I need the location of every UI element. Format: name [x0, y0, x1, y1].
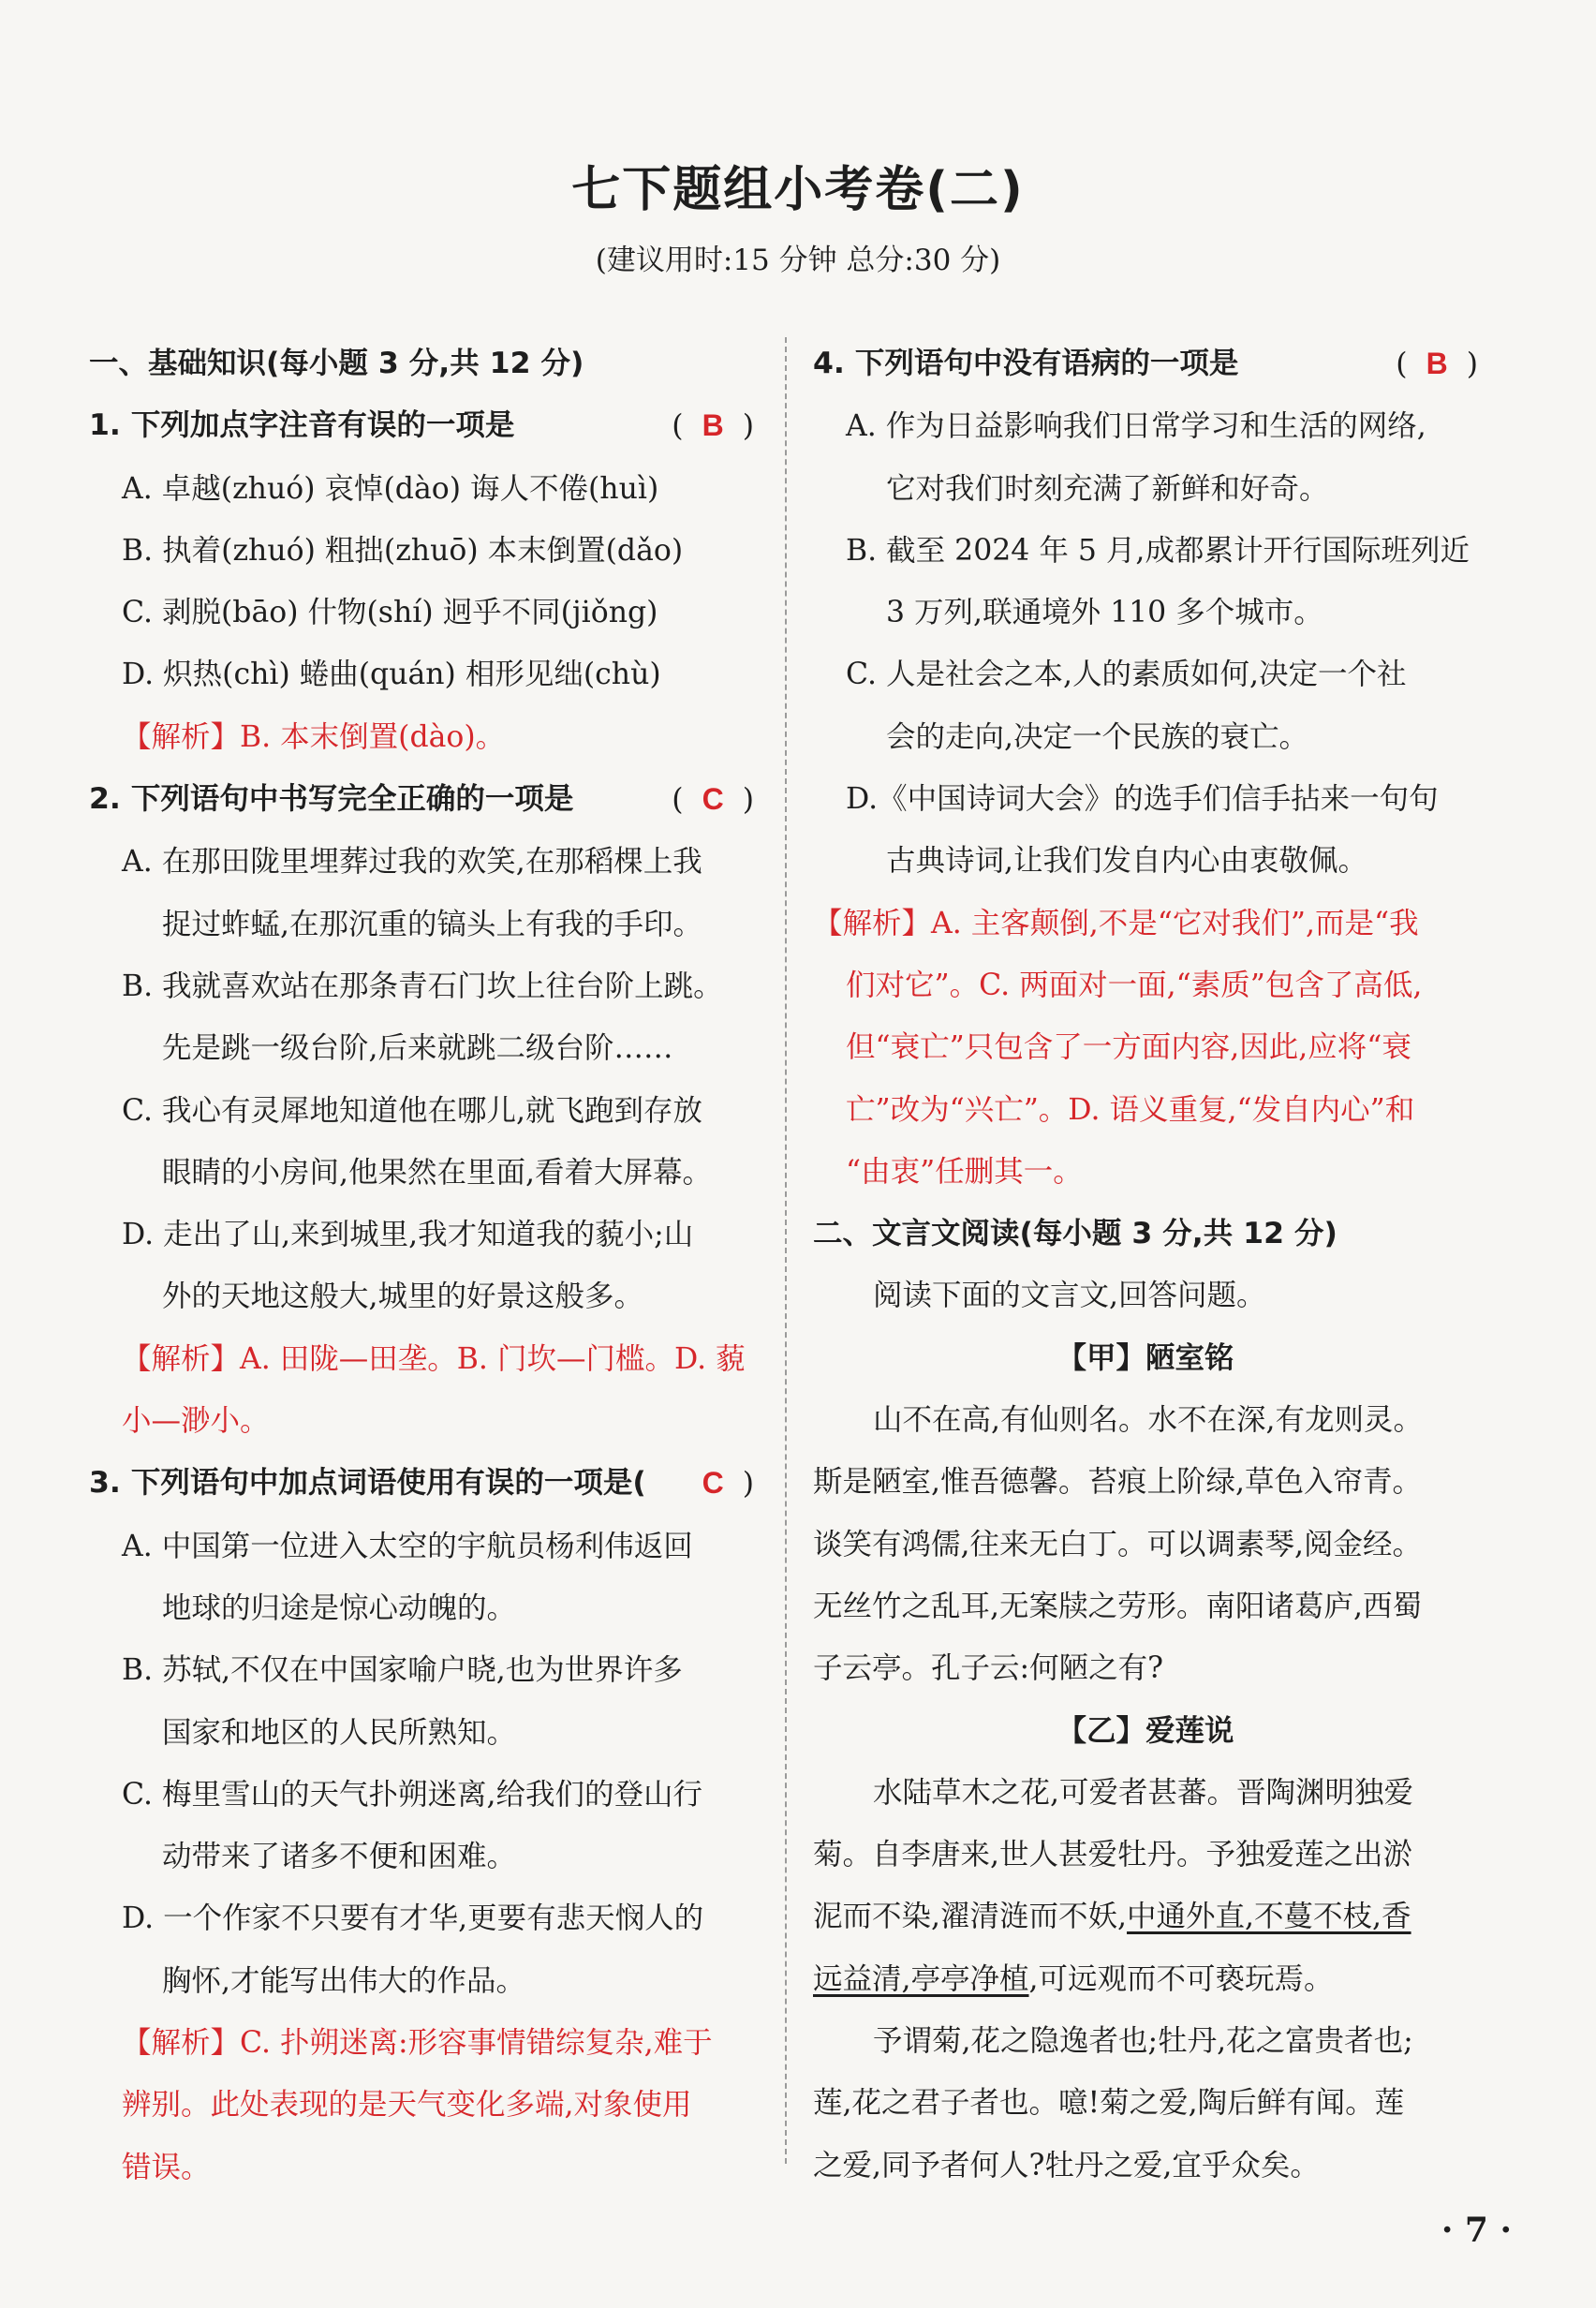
- left-column: [89, 333, 754, 2198]
- answer-bracket: C ): [702, 1466, 754, 1502]
- question-3-analysis: 【解析】C. 扑朔迷离:形容事情错综复杂,难于: [122, 2026, 713, 2061]
- question-2-option-c-cont: 眼睛的小房间,他果然在里面,看着大屏幕。: [162, 1155, 713, 1190]
- question-1-option-c: C. 剥脱(bāo) 什物(shí) 迥乎不同(jiǒng): [122, 596, 658, 630]
- question-1-option-b: B. 执着(zhuó) 粗拙(zhuō) 本末倒置(dǎo): [122, 533, 684, 568]
- text-a-line-4: 无丝竹之乱耳,无案牍之劳形。南阳诸葛庐,西蜀: [813, 1589, 1423, 1623]
- question-2-option-a: A. 在那田陇里埋葬过我的欢笑,在那稻棵上我: [122, 845, 702, 880]
- question-1-option-d: D. 炽热(chì) 蜷曲(quán) 相形见绌(chù): [122, 658, 661, 692]
- question-3-analysis-cont: 辨别。此处表现的是天气变化多端,对象使用: [122, 2088, 692, 2123]
- question-2-answer: C: [702, 782, 724, 817]
- question-4-option-d-cont: 古典诗词,让我们发自内心由衷敬佩。: [886, 844, 1368, 879]
- question-3-text: 3. 下列语句中加点词语使用有误的一项是(: [89, 1466, 646, 1501]
- question-4-option-b: B. 截至 2024 年 5 月,成都累计开行国际班列近: [846, 533, 1470, 568]
- question-3-stem: [89, 1452, 754, 1515]
- question-4-analysis-2: 们对它”。C. 两面对一面,“素质”包含了高低,: [846, 968, 1423, 1002]
- reading-instruction: 阅读下面的文言文,回答问题。: [873, 1279, 1266, 1313]
- text-a-title: 【甲】陋室铭: [1057, 1340, 1234, 1375]
- question-2-text: 2. 下列语句中书写完全正确的一项是: [89, 782, 574, 817]
- text-b-line-4: [813, 1948, 1478, 2010]
- question-4-analysis-5: “由衷”任删其一。: [846, 1154, 1083, 1189]
- page-number: · 7 ·: [1441, 2211, 1512, 2250]
- text-b-line-3: [813, 1886, 1478, 1947]
- question-2-analysis: 【解析】A. 田陇—田垄。B. 门坎—门槛。D. 藐: [122, 1341, 746, 1376]
- question-4-answer: B: [1426, 347, 1448, 380]
- question-1-analysis: 【解析】B. 本末倒置(dào)。: [122, 719, 506, 754]
- underlined-phrase-1: 中通外直,不蔓不枝,香: [1127, 1900, 1411, 1934]
- answer-bracket: ( B ): [672, 408, 754, 444]
- question-2-option-b-cont: 先是跳一级台阶,后来就跳二级台阶……: [162, 1031, 673, 1066]
- question-4-text: 4. 下列语句中没有语病的一项是: [813, 347, 1239, 380]
- text-b-line-1: 水陆草木之花,可爱者甚蕃。晋陶渊明独爱: [873, 1775, 1414, 1810]
- question-3-analysis-end: 错误。: [122, 2150, 211, 2184]
- question-2-option-d-cont: 外的天地这般大,城里的好景这般多。: [162, 1280, 644, 1314]
- text-a-line-5: 子云亭。孔子云:何陋之有?: [813, 1651, 1164, 1686]
- text-b-line-4-end: ,可远观而不可亵玩焉。: [1028, 1961, 1334, 1996]
- question-4-option-c: C. 人是社会之本,人的素质如何,决定一个社: [846, 658, 1407, 692]
- question-1-text: 1. 下列加点字注音有误的一项是: [89, 408, 515, 443]
- text-a-line-1: 山不在高,有仙则名。水不在深,有龙则灵。: [873, 1403, 1424, 1438]
- question-4-option-b-cont: 3 万列,联通境外 110 多个城市。: [886, 596, 1323, 630]
- text-b-line-6: 莲,花之君子者也。噫!菊之爱,陶后鲜有闻。莲: [813, 2086, 1405, 2121]
- text-b-line-5: 予谓菊,花之隐逸者也;牡丹,花之富贵者也;: [873, 2024, 1413, 2059]
- question-1-option-a: A. 卓越(zhuó) 哀悼(dào) 诲人不倦(huì): [122, 471, 659, 506]
- question-2-option-c: C. 我心有灵犀地知道他在哪儿,就飞跑到存放: [122, 1093, 703, 1128]
- text-b-line-2: 菊。自李唐来,世人甚爱牡丹。予独爱莲之出淤: [813, 1838, 1413, 1872]
- question-2-option-b: B. 我就喜欢站在那条青石门坎上往台阶上跳。: [122, 969, 723, 1003]
- question-2-option-d: D. 走出了山,来到城里,我才知道我的藐小;山: [122, 1218, 694, 1252]
- question-4-option-c-cont: 会的走向,决定一个民族的衰亡。: [886, 719, 1309, 754]
- question-3-option-c-cont: 动带来了诸多不便和困难。: [162, 1840, 517, 1874]
- question-2-option-a-cont: 捉过蚱蜢,在那沉重的镐头上有我的手印。: [162, 907, 703, 941]
- question-4-option-d: D.《中国诗词大会》的选手们信手拈来一句句: [846, 782, 1439, 817]
- column-divider: [785, 337, 787, 2164]
- page-title: 七下题组小考卷(二): [571, 162, 1025, 218]
- question-2-analysis-cont: 小—渺小。: [122, 1404, 270, 1439]
- section-heading-classical: 二、文言文阅读(每小题 3 分,共 12 分): [813, 1217, 1337, 1251]
- question-4-option-a: A. 作为日益影响我们日常学习和生活的网络,: [846, 409, 1426, 444]
- question-3-option-d: D. 一个作家不只要有才华,更要有悲天悯人的: [122, 1901, 704, 1936]
- page-subtitle: (建议用时:15 分钟 总分:30 分): [595, 244, 1001, 277]
- question-3-option-a: A. 中国第一位进入太空的宇航员杨利伟返回: [122, 1529, 693, 1563]
- question-3-option-d-cont: 胸怀,才能写出伟大的作品。: [162, 1963, 526, 1998]
- answer-bracket: ( B ): [1396, 347, 1478, 381]
- question-2-stem: [89, 768, 754, 831]
- answer-bracket: ( C ): [672, 782, 754, 818]
- section-heading-basics: 一、基础知识(每小题 3 分,共 12 分): [89, 347, 584, 380]
- text-b-line-7: 之爱,同予者何人?牡丹之爱,宜乎众矣。: [813, 2148, 1320, 2182]
- question-4-analysis-3: 但“衰亡”只包含了一方面内容,因此,应将“衰: [846, 1030, 1411, 1065]
- text-b-title: 【乙】爱莲说: [1057, 1713, 1234, 1748]
- question-3-option-b-cont: 国家和地区的人民所熟知。: [162, 1715, 517, 1750]
- question-3-answer: C: [702, 1466, 724, 1501]
- text-a-line-3: 谈笑有鸿儒,往来无白丁。可以调素琴,阅金经。: [813, 1527, 1423, 1561]
- underlined-phrase-2: 远益清,亭亭净植: [813, 1961, 1029, 1996]
- right-column: [813, 333, 1478, 2197]
- question-4-option-a-cont: 它对我们时刻充满了新鲜和好奇。: [886, 471, 1329, 506]
- text-b-line-3-start: 泥而不染,濯清涟而不妖,: [813, 1900, 1128, 1934]
- question-3-option-c: C. 梅里雪山的天气扑朔迷离,给我们的登山行: [122, 1777, 703, 1812]
- question-4-analysis-4: 亡”改为“兴亡”。D. 语义重复,“发自内心”和: [846, 1092, 1415, 1127]
- question-1-stem: [89, 394, 754, 457]
- question-4-stem: [813, 333, 1478, 395]
- question-3-option-a-cont: 地球的归途是惊心动魄的。: [162, 1590, 517, 1625]
- text-a-line-2: 斯是陋室,惟吾德馨。苔痕上阶绿,草色入帘青。: [813, 1465, 1423, 1500]
- question-1-answer: B: [702, 408, 724, 443]
- question-4-analysis-1: 【解析】A. 主客颠倒,不是“它对我们”,而是“我: [813, 906, 1419, 940]
- question-3-option-b: B. 苏轼,不仅在中国家喻户晓,也为世界许多: [122, 1653, 683, 1688]
